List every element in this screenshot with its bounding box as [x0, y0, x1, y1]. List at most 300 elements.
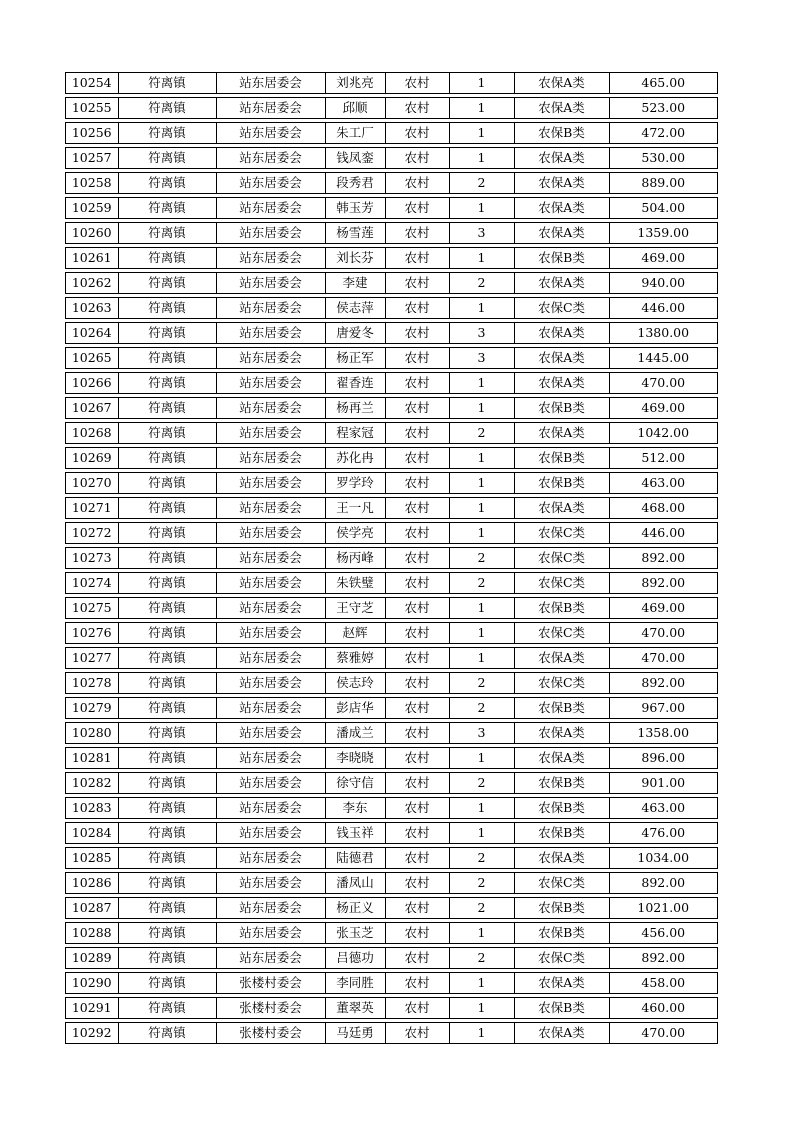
cell-town-name: 符离镇: [119, 898, 217, 918]
cell-residence-type: 农村: [386, 73, 450, 93]
cell-person-count: 1: [450, 398, 515, 418]
cell-person-name: 程家冠: [326, 423, 386, 443]
cell-serial-number: 10270: [66, 473, 119, 493]
cell-payment-amount: 530.00: [641, 149, 686, 165]
cell-payment-amount: 892.00: [641, 949, 686, 965]
cell-residence-type: 农村: [386, 673, 450, 693]
cell-serial-number: 10258: [66, 173, 119, 193]
cell-person-name: 朱工厂: [326, 123, 386, 143]
cell-village-committee: 站东居委会: [217, 748, 326, 768]
cell-town-name: 符离镇: [119, 123, 217, 143]
cell-person-name: 杨雪莲: [326, 223, 386, 243]
cell-person-count: 1: [450, 998, 515, 1018]
cell-village-committee: 站东居委会: [217, 598, 326, 618]
cell-person-count: 1: [450, 98, 515, 118]
cell-serial-number: 10277: [66, 648, 119, 668]
cell-residence-type: 农村: [386, 548, 450, 568]
cell-town-name: 符离镇: [119, 848, 217, 868]
cell-town-name: 符离镇: [119, 348, 217, 368]
cell-payment-amount: 456.00: [641, 924, 686, 940]
cell-person-count: 2: [450, 273, 515, 293]
cell-insurance-category: 农保B类: [515, 123, 610, 143]
cell-person-name: 徐守信: [326, 773, 386, 793]
cell-residence-type: 农村: [386, 123, 450, 143]
cell-town-name: 符离镇: [119, 748, 217, 768]
cell-residence-type: 农村: [386, 198, 450, 218]
cell-person-count: 1: [450, 123, 515, 143]
cell-insurance-category: 农保B类: [515, 698, 610, 718]
cell-person-name: 王守芝: [326, 598, 386, 618]
cell-payment-amount: 967.00: [641, 699, 686, 715]
cell-payment-amount: 504.00: [641, 199, 686, 215]
cell-person-name: 李同胜: [326, 973, 386, 993]
cell-village-committee: 站东居委会: [217, 273, 326, 293]
cell-town-name: 符离镇: [119, 473, 217, 493]
table-row: [65, 672, 718, 694]
cell-payment-amount: 470.00: [641, 374, 686, 390]
cell-payment-amount: 463.00: [641, 474, 686, 490]
cell-village-committee: 站东居委会: [217, 398, 326, 418]
cell-insurance-category: 农保B类: [515, 398, 610, 418]
table-row: [65, 172, 718, 194]
cell-payment-amount: 889.00: [641, 174, 686, 190]
cell-person-name: 杨正义: [326, 898, 386, 918]
cell-payment-amount: 476.00: [641, 824, 686, 840]
payment-table: [65, 72, 718, 1044]
cell-residence-type: 农村: [386, 523, 450, 543]
cell-village-committee: 站东居委会: [217, 473, 326, 493]
cell-payment-amount: 1021.00: [637, 899, 690, 915]
table-row: [65, 972, 718, 994]
cell-residence-type: 农村: [386, 598, 450, 618]
cell-insurance-category: 农保B类: [515, 923, 610, 943]
table-row: [65, 247, 718, 269]
cell-insurance-category: 农保A类: [515, 848, 610, 868]
cell-insurance-category: 农保A类: [515, 373, 610, 393]
cell-person-name: 刘兆亮: [326, 73, 386, 93]
cell-residence-type: 农村: [386, 748, 450, 768]
cell-residence-type: 农村: [386, 648, 450, 668]
cell-person-name: 陆德君: [326, 848, 386, 868]
cell-serial-number: 10282: [66, 773, 119, 793]
cell-serial-number: 10254: [66, 73, 119, 93]
cell-serial-number: 10279: [66, 698, 119, 718]
cell-insurance-category: 农保A类: [515, 973, 610, 993]
cell-village-committee: 站东居委会: [217, 723, 326, 743]
cell-payment-amount: 469.00: [641, 249, 686, 265]
cell-town-name: 符离镇: [119, 73, 217, 93]
cell-serial-number: 10280: [66, 723, 119, 743]
cell-village-committee: 站东居委会: [217, 123, 326, 143]
cell-person-count: 2: [450, 848, 515, 868]
cell-residence-type: 农村: [386, 773, 450, 793]
table-row: [65, 622, 718, 644]
cell-person-name: 韩玉芳: [326, 198, 386, 218]
table-row: [65, 1022, 718, 1044]
cell-residence-type: 农村: [386, 1023, 450, 1043]
cell-serial-number: 10269: [66, 448, 119, 468]
cell-serial-number: 10273: [66, 548, 119, 568]
cell-village-committee: 站东居委会: [217, 498, 326, 518]
cell-serial-number: 10272: [66, 523, 119, 543]
cell-person-name: 唐爱冬: [326, 323, 386, 343]
table-row: [65, 872, 718, 894]
cell-serial-number: 10274: [66, 573, 119, 593]
cell-person-count: 1: [450, 973, 515, 993]
cell-person-name: 侯学亮: [326, 523, 386, 543]
cell-residence-type: 农村: [386, 473, 450, 493]
cell-residence-type: 农村: [386, 223, 450, 243]
cell-serial-number: 10278: [66, 673, 119, 693]
cell-person-name: 罗学玲: [326, 473, 386, 493]
cell-insurance-category: 农保A类: [515, 498, 610, 518]
cell-village-committee: 站东居委会: [217, 548, 326, 568]
table-row: [65, 647, 718, 669]
cell-village-committee: 站东居委会: [217, 173, 326, 193]
cell-insurance-category: 农保A类: [515, 323, 610, 343]
cell-village-committee: 站东居委会: [217, 373, 326, 393]
cell-payment-amount: 892.00: [641, 674, 686, 690]
cell-person-count: 3: [450, 323, 515, 343]
cell-village-committee: 站东居委会: [217, 623, 326, 643]
cell-village-committee: 站东居委会: [217, 798, 326, 818]
cell-village-committee: 站东居委会: [217, 348, 326, 368]
cell-payment-amount: 1380.00: [637, 324, 690, 340]
cell-insurance-category: 农保B类: [515, 448, 610, 468]
cell-insurance-category: 农保A类: [515, 173, 610, 193]
cell-town-name: 符离镇: [119, 923, 217, 943]
cell-person-name: 潘成兰: [326, 723, 386, 743]
cell-insurance-category: 农保A类: [515, 273, 610, 293]
table-row: [65, 122, 718, 144]
cell-town-name: 符离镇: [119, 448, 217, 468]
cell-residence-type: 农村: [386, 273, 450, 293]
cell-town-name: 符离镇: [119, 98, 217, 118]
cell-village-committee: 站东居委会: [217, 923, 326, 943]
cell-serial-number: 10264: [66, 323, 119, 343]
cell-village-committee: 站东居委会: [217, 223, 326, 243]
table-row: [65, 772, 718, 794]
cell-person-count: 1: [450, 198, 515, 218]
cell-residence-type: 农村: [386, 348, 450, 368]
cell-insurance-category: 农保A类: [515, 198, 610, 218]
cell-village-committee: 站东居委会: [217, 648, 326, 668]
cell-town-name: 符离镇: [119, 548, 217, 568]
table-row: [65, 322, 718, 344]
cell-serial-number: 10262: [66, 273, 119, 293]
cell-payment-amount: 469.00: [641, 399, 686, 415]
cell-serial-number: 10289: [66, 948, 119, 968]
cell-town-name: 符离镇: [119, 598, 217, 618]
cell-person-name: 董翠英: [326, 998, 386, 1018]
cell-person-name: 李晓晓: [326, 748, 386, 768]
cell-insurance-category: 农保B类: [515, 248, 610, 268]
cell-serial-number: 10257: [66, 148, 119, 168]
cell-town-name: 符离镇: [119, 498, 217, 518]
cell-town-name: 符离镇: [119, 273, 217, 293]
cell-serial-number: 10276: [66, 623, 119, 643]
cell-person-count: 3: [450, 223, 515, 243]
cell-residence-type: 农村: [386, 298, 450, 318]
cell-payment-amount: 940.00: [641, 274, 686, 290]
cell-village-committee: 张楼村委会: [217, 998, 326, 1018]
cell-town-name: 符离镇: [119, 173, 217, 193]
cell-village-committee: 站东居委会: [217, 323, 326, 343]
cell-person-name: 段秀君: [326, 173, 386, 193]
table-row: [65, 147, 718, 169]
cell-serial-number: 10287: [66, 898, 119, 918]
cell-person-name: 苏化冉: [326, 448, 386, 468]
cell-person-name: 张玉芝: [326, 923, 386, 943]
cell-town-name: 符离镇: [119, 798, 217, 818]
cell-insurance-category: 农保C类: [515, 298, 610, 318]
cell-village-committee: 站东居委会: [217, 698, 326, 718]
cell-serial-number: 10259: [66, 198, 119, 218]
table-row: [65, 222, 718, 244]
cell-serial-number: 10256: [66, 123, 119, 143]
cell-serial-number: 10266: [66, 373, 119, 393]
table-row: [65, 797, 718, 819]
cell-insurance-category: 农保A类: [515, 1023, 610, 1043]
cell-village-committee: 站东居委会: [217, 898, 326, 918]
cell-residence-type: 农村: [386, 98, 450, 118]
cell-residence-type: 农村: [386, 398, 450, 418]
cell-serial-number: 10275: [66, 598, 119, 618]
cell-serial-number: 10271: [66, 498, 119, 518]
cell-person-count: 2: [450, 698, 515, 718]
cell-person-count: 1: [450, 923, 515, 943]
cell-person-count: 1: [450, 823, 515, 843]
cell-serial-number: 10255: [66, 98, 119, 118]
cell-person-count: 3: [450, 348, 515, 368]
cell-person-name: 钱凤銮: [326, 148, 386, 168]
table-row: [65, 372, 718, 394]
table-row: [65, 97, 718, 119]
cell-person-count: 1: [450, 73, 515, 93]
cell-residence-type: 农村: [386, 973, 450, 993]
cell-residence-type: 农村: [386, 573, 450, 593]
cell-serial-number: 10281: [66, 748, 119, 768]
table-row: [65, 497, 718, 519]
cell-person-name: 杨丙峰: [326, 548, 386, 568]
cell-village-committee: 站东居委会: [217, 73, 326, 93]
cell-person-name: 李建: [326, 273, 386, 293]
cell-person-name: 潘凤山: [326, 873, 386, 893]
cell-insurance-category: 农保A类: [515, 648, 610, 668]
cell-village-committee: 站东居委会: [217, 948, 326, 968]
table-row: [65, 747, 718, 769]
cell-town-name: 符离镇: [119, 298, 217, 318]
cell-town-name: 符离镇: [119, 698, 217, 718]
cell-insurance-category: 农保A类: [515, 73, 610, 93]
table-row: [65, 947, 718, 969]
cell-town-name: 符离镇: [119, 573, 217, 593]
cell-residence-type: 农村: [386, 798, 450, 818]
cell-town-name: 符离镇: [119, 623, 217, 643]
cell-town-name: 符离镇: [119, 148, 217, 168]
cell-person-count: 2: [450, 573, 515, 593]
cell-person-count: 1: [450, 148, 515, 168]
cell-person-count: 1: [450, 448, 515, 468]
cell-payment-amount: 1034.00: [637, 849, 690, 865]
cell-serial-number: 10290: [66, 973, 119, 993]
cell-village-committee: 站东居委会: [217, 673, 326, 693]
cell-person-count: 1: [450, 248, 515, 268]
cell-residence-type: 农村: [386, 498, 450, 518]
cell-person-name: 马廷勇: [326, 1023, 386, 1043]
cell-serial-number: 10292: [66, 1023, 119, 1043]
cell-person-name: 李东: [326, 798, 386, 818]
cell-insurance-category: 农保C类: [515, 673, 610, 693]
cell-residence-type: 农村: [386, 323, 450, 343]
cell-residence-type: 农村: [386, 873, 450, 893]
cell-person-count: 1: [450, 598, 515, 618]
cell-payment-amount: 469.00: [641, 599, 686, 615]
cell-person-count: 1: [450, 798, 515, 818]
cell-town-name: 符离镇: [119, 1023, 217, 1043]
cell-town-name: 符离镇: [119, 523, 217, 543]
cell-residence-type: 农村: [386, 698, 450, 718]
cell-town-name: 符离镇: [119, 998, 217, 1018]
cell-residence-type: 农村: [386, 248, 450, 268]
cell-village-committee: 站东居委会: [217, 98, 326, 118]
table-row: [65, 597, 718, 619]
cell-insurance-category: 农保A类: [515, 748, 610, 768]
table-row: [65, 572, 718, 594]
cell-payment-amount: 446.00: [641, 524, 686, 540]
table-row: [65, 447, 718, 469]
cell-residence-type: 农村: [386, 423, 450, 443]
cell-person-count: 1: [450, 648, 515, 668]
cell-town-name: 符离镇: [119, 673, 217, 693]
cell-person-count: 1: [450, 473, 515, 493]
cell-person-count: 2: [450, 898, 515, 918]
cell-insurance-category: 农保A类: [515, 148, 610, 168]
cell-village-committee: 张楼村委会: [217, 1023, 326, 1043]
cell-serial-number: 10261: [66, 248, 119, 268]
cell-serial-number: 10263: [66, 298, 119, 318]
cell-person-count: 2: [450, 773, 515, 793]
table-row: [65, 922, 718, 944]
table-row: [65, 697, 718, 719]
cell-person-count: 2: [450, 673, 515, 693]
cell-person-count: 1: [450, 748, 515, 768]
cell-residence-type: 农村: [386, 373, 450, 393]
cell-person-count: 2: [450, 173, 515, 193]
cell-town-name: 符离镇: [119, 873, 217, 893]
cell-town-name: 符离镇: [119, 323, 217, 343]
cell-person-name: 王一凡: [326, 498, 386, 518]
cell-person-name: 杨正军: [326, 348, 386, 368]
cell-village-committee: 站东居委会: [217, 198, 326, 218]
cell-insurance-category: 农保B类: [515, 598, 610, 618]
cell-person-count: 2: [450, 948, 515, 968]
cell-residence-type: 农村: [386, 848, 450, 868]
cell-insurance-category: 农保B类: [515, 473, 610, 493]
cell-insurance-category: 农保B类: [515, 898, 610, 918]
cell-town-name: 符离镇: [119, 373, 217, 393]
cell-village-committee: 站东居委会: [217, 873, 326, 893]
cell-person-count: 1: [450, 623, 515, 643]
cell-village-committee: 张楼村委会: [217, 973, 326, 993]
cell-insurance-category: 农保C类: [515, 873, 610, 893]
cell-village-committee: 站东居委会: [217, 148, 326, 168]
table-row: [65, 997, 718, 1019]
table-row: [65, 822, 718, 844]
cell-village-committee: 站东居委会: [217, 848, 326, 868]
cell-payment-amount: 463.00: [641, 799, 686, 815]
table-row: [65, 397, 718, 419]
cell-person-count: 1: [450, 498, 515, 518]
cell-insurance-category: 农保C类: [515, 548, 610, 568]
table-row: [65, 472, 718, 494]
cell-village-committee: 站东居委会: [217, 448, 326, 468]
cell-village-committee: 站东居委会: [217, 573, 326, 593]
cell-insurance-category: 农保B类: [515, 798, 610, 818]
cell-town-name: 符离镇: [119, 423, 217, 443]
cell-village-committee: 站东居委会: [217, 423, 326, 443]
cell-residence-type: 农村: [386, 448, 450, 468]
table-row: [65, 722, 718, 744]
cell-payment-amount: 896.00: [641, 749, 686, 765]
table-row: [65, 422, 718, 444]
cell-insurance-category: 农保A类: [515, 423, 610, 443]
cell-serial-number: 10291: [66, 998, 119, 1018]
cell-payment-amount: 465.00: [641, 74, 686, 90]
cell-town-name: 符离镇: [119, 823, 217, 843]
cell-payment-amount: 892.00: [641, 874, 686, 890]
cell-serial-number: 10286: [66, 873, 119, 893]
cell-payment-amount: 458.00: [641, 974, 686, 990]
cell-insurance-category: 农保A类: [515, 223, 610, 243]
cell-insurance-category: 农保C类: [515, 948, 610, 968]
cell-serial-number: 10288: [66, 923, 119, 943]
cell-insurance-category: 农保B类: [515, 823, 610, 843]
cell-serial-number: 10268: [66, 423, 119, 443]
cell-person-name: 朱铁璧: [326, 573, 386, 593]
cell-serial-number: 10265: [66, 348, 119, 368]
cell-person-count: 2: [450, 873, 515, 893]
cell-payment-amount: 470.00: [641, 1024, 686, 1040]
cell-person-name: 翟香连: [326, 373, 386, 393]
cell-residence-type: 农村: [386, 148, 450, 168]
cell-insurance-category: 农保A类: [515, 723, 610, 743]
cell-serial-number: 10267: [66, 398, 119, 418]
cell-village-committee: 站东居委会: [217, 773, 326, 793]
cell-town-name: 符离镇: [119, 648, 217, 668]
cell-town-name: 符离镇: [119, 948, 217, 968]
cell-payment-amount: 446.00: [641, 299, 686, 315]
table-row: [65, 197, 718, 219]
cell-serial-number: 10285: [66, 848, 119, 868]
cell-payment-amount: 1358.00: [637, 724, 690, 740]
cell-residence-type: 农村: [386, 823, 450, 843]
cell-person-count: 2: [450, 423, 515, 443]
cell-residence-type: 农村: [386, 923, 450, 943]
cell-payment-amount: 470.00: [641, 624, 686, 640]
cell-residence-type: 农村: [386, 623, 450, 643]
cell-village-committee: 站东居委会: [217, 248, 326, 268]
cell-town-name: 符离镇: [119, 198, 217, 218]
cell-town-name: 符离镇: [119, 723, 217, 743]
table-row: [65, 72, 718, 94]
cell-person-name: 钱玉祥: [326, 823, 386, 843]
cell-payment-amount: 1445.00: [637, 349, 690, 365]
cell-payment-amount: 470.00: [641, 649, 686, 665]
cell-person-name: 邱顺: [326, 98, 386, 118]
cell-person-name: 赵辉: [326, 623, 386, 643]
cell-person-name: 蔡雅婷: [326, 648, 386, 668]
